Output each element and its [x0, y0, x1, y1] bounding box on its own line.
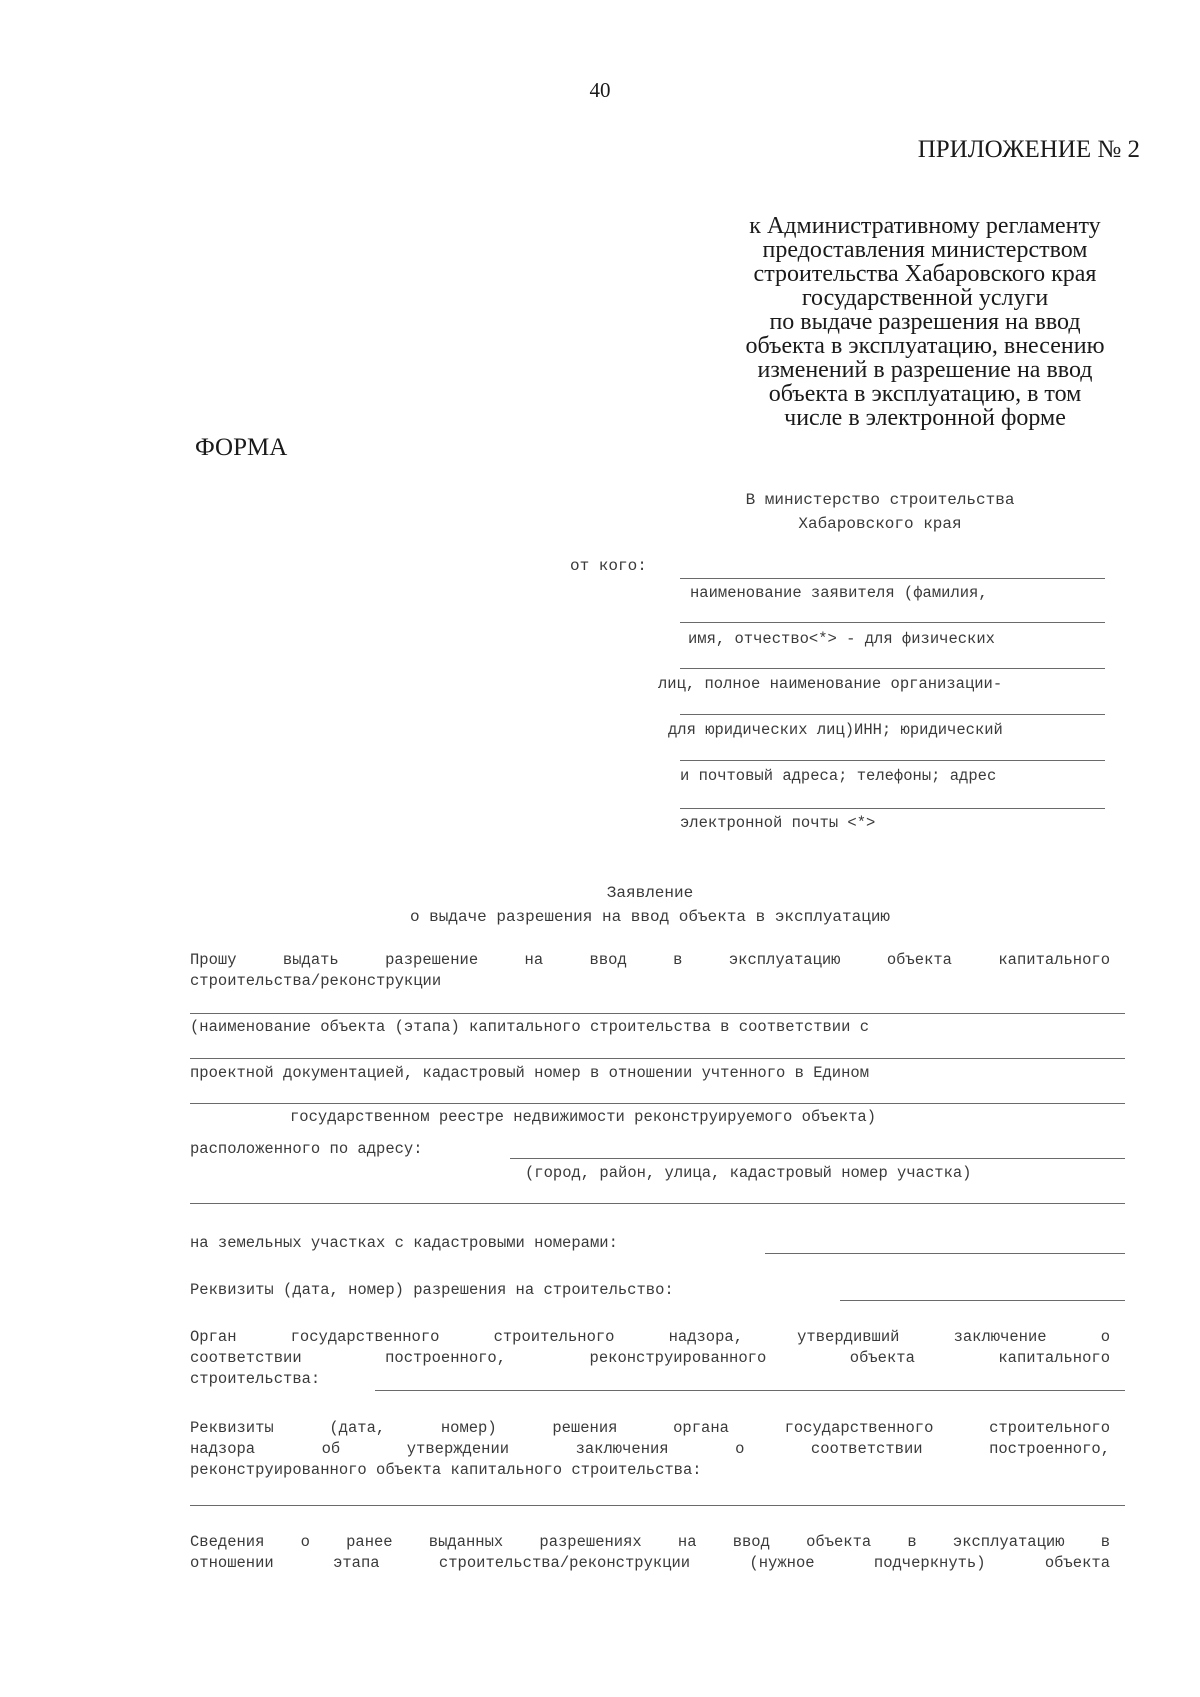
regulation-subtitle: [700, 214, 1150, 430]
applicant-fill-line[interactable]: [680, 578, 1105, 579]
land-plots-label: на земельных участках с кадастровыми номерами:: [190, 1234, 618, 1252]
statement-subtitle: о выдаче разрешения на ввод объекта в эксплуатацию: [409, 908, 891, 926]
applicant-hint: и почтовый адреса; телефоны; адрес: [680, 767, 997, 785]
page-number: 40: [589, 78, 611, 102]
subtitle-line: изменений в разрешение на ввод: [757, 357, 1093, 383]
address-fill-line[interactable]: [190, 1203, 1125, 1204]
applicant-hint: для юридических лиц)ИНН; юридический: [668, 721, 1003, 739]
statement-heading: [0, 881, 1200, 929]
subtitle-line: строительства Хабаровского края: [753, 261, 1097, 287]
applicant-fill-line[interactable]: [680, 668, 1105, 669]
supervision-fill-line[interactable]: [375, 1390, 1125, 1391]
object-hint: государственном реестре недвижимости реконструируемого объекта): [290, 1108, 876, 1126]
applicant-fill-line[interactable]: [680, 760, 1105, 761]
recipient-block: [660, 488, 1100, 536]
object-hint: проектной документацией, кадастровый номер в отношении учтенного в Едином: [190, 1064, 870, 1082]
subtitle-line: числе в электронной форме: [784, 405, 1066, 431]
subtitle-line: к Административному регламенту: [749, 213, 1101, 239]
applicant-fill-line[interactable]: [680, 622, 1105, 623]
subtitle-line: по выдаче разрешения на ввод: [769, 309, 1081, 335]
previous-permits-line: отношении этапа строительства/реконструкции (нужное подчеркнуть) объекта: [190, 1554, 1110, 1572]
decision-paragraph: [190, 1418, 1110, 1481]
address-hint: (город, район, улица, кадастровый номер участка): [525, 1164, 972, 1182]
recipient-line: В министерство строительства: [745, 491, 1015, 509]
subtitle-line: объекта в эксплуатацию, внесению: [745, 333, 1105, 359]
supervision-line: соответствии построенного, реконструированного объекта капитального: [190, 1349, 1110, 1367]
permit-details-fill-line[interactable]: [840, 1300, 1125, 1301]
supervision-line: строительства:: [190, 1370, 321, 1388]
land-plots-fill-line[interactable]: [765, 1253, 1125, 1254]
subtitle-line: предоставления министерством: [762, 237, 1088, 263]
supervision-line: Орган государственного строительного надзора, утвердивший заключение о: [190, 1328, 1110, 1346]
object-hint: (наименование объекта (этапа) капитального строительства в соответствии с: [190, 1018, 870, 1036]
permit-details-label: Реквизиты (дата, номер) разрешения на строительство:: [190, 1281, 674, 1299]
decision-line: реконструированного объекта капитального строительства:: [190, 1461, 702, 1479]
decision-fill-line[interactable]: [190, 1505, 1125, 1506]
address-label: расположенного по адресу:: [190, 1140, 423, 1158]
applicant-fill-line[interactable]: [680, 808, 1105, 809]
object-fill-line[interactable]: [190, 1103, 1125, 1104]
object-fill-line[interactable]: [190, 1058, 1125, 1059]
request-line: Прошу выдать разрешение на ввод в эксплуатацию объекта капитального: [190, 951, 1110, 969]
decision-line: Реквизиты (дата, номер) решения органа государственного строительного: [190, 1419, 1110, 1437]
recipient-line: Хабаровского края: [798, 515, 962, 533]
previous-permits-paragraph: [190, 1532, 1110, 1574]
request-line: строительства/реконструкции: [190, 972, 442, 990]
object-fill-line[interactable]: [190, 1013, 1125, 1014]
supervision-paragraph: [190, 1327, 1110, 1390]
address-fill-line[interactable]: [510, 1158, 1125, 1159]
applicant-hint: лиц, полное наименование организации-: [658, 675, 1003, 693]
previous-permits-line: Сведения о ранее выданных разрешениях на ввод объекта в эксплуатацию в: [190, 1533, 1110, 1551]
applicant-hint: наименование заявителя (фамилия,: [690, 584, 988, 602]
from-label: от кого:: [570, 557, 647, 575]
subtitle-line: государственной услуги: [801, 285, 1049, 311]
applicant-hint: электронной почты <*>: [680, 814, 876, 832]
applicant-fill-line[interactable]: [680, 714, 1105, 715]
decision-line: надзора об утверждении заключения о соответствии построенного,: [190, 1440, 1110, 1458]
request-paragraph: [190, 950, 1110, 992]
applicant-hint: имя, отчество<*> - для физических: [688, 630, 995, 648]
subtitle-line: объекта в эксплуатацию, в том: [768, 381, 1082, 407]
statement-title: Заявление: [606, 884, 694, 902]
appendix-title: ПРИЛОЖЕНИЕ № 2: [917, 136, 1140, 163]
form-label: ФОРМА: [195, 434, 288, 461]
